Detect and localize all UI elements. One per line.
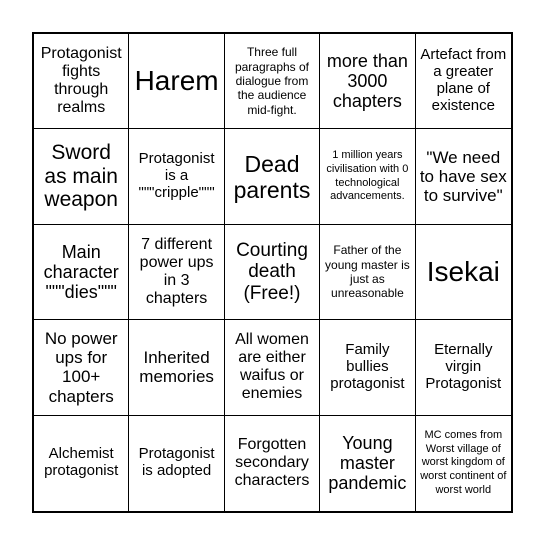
bingo-cell-text: 1 million years civilisation with 0 technological advancements. [326, 149, 409, 203]
bingo-cell-text: Dead parents [233, 150, 311, 203]
bingo-cell[interactable] [320, 34, 415, 129]
bingo-cell[interactable] [34, 34, 129, 129]
bingo-cell-text: 7 different power ups in 3 chapters [139, 235, 214, 308]
bingo-cell-text: Forgotten secondary characters [234, 436, 310, 490]
bingo-cell[interactable] [129, 225, 224, 320]
bingo-cell-text: Alchemist protagonist [44, 445, 119, 480]
bingo-cell-text: more than 3000 chapters [326, 50, 408, 112]
bingo-cell[interactable] [34, 320, 129, 415]
bingo-cell-text: "We need to have sex to survive" [419, 147, 507, 206]
bingo-cell-text: Eternally virgin Protagonist [425, 340, 502, 392]
bingo-cell-text: Main character """dies""" [43, 241, 119, 303]
bingo-cell[interactable] [320, 416, 415, 511]
bingo-cell[interactable] [225, 320, 320, 415]
bingo-cell-text: Family bullies protagonist [330, 340, 405, 392]
bingo-board [32, 32, 513, 513]
bingo-cell[interactable] [320, 129, 415, 224]
bingo-cell[interactable] [225, 34, 320, 129]
bingo-cell[interactable] [320, 225, 415, 320]
bingo-cell[interactable] [416, 34, 511, 129]
bingo-cell[interactable] [416, 320, 511, 415]
bingo-cell-text: All women are either waifus or enemies [235, 331, 309, 403]
bingo-cell-text: Protagonist fights through realms [40, 45, 122, 117]
bingo-cell-text: MC comes from Worst village of worst kingdom of worst continent of worst world [420, 428, 507, 496]
bingo-cell[interactable] [416, 225, 511, 320]
bingo-cell-text: Courting death (Free!) [236, 239, 308, 304]
bingo-cell[interactable] [129, 129, 224, 224]
bingo-cell-text: Young master pandemic [328, 432, 407, 494]
bingo-cell-text: Inherited memories [139, 348, 214, 387]
bingo-cell[interactable] [416, 416, 511, 511]
bingo-cell[interactable] [34, 416, 129, 511]
free-space-cell[interactable] [225, 225, 320, 320]
bingo-cell[interactable] [225, 129, 320, 224]
bingo-cell-text: No power ups for 100+ chapters [44, 328, 118, 406]
bingo-cell-text: Father of the young master is just as unreasonable [325, 243, 410, 301]
bingo-cell[interactable] [34, 225, 129, 320]
bingo-cell-text: Protagonist is a """cripple""" [138, 150, 215, 202]
bingo-cell-text: Artefact from a greater plane of existence [420, 46, 507, 115]
bingo-cell[interactable] [416, 129, 511, 224]
bingo-cell-text: Three full paragraphs of dialogue from the audience mid-fight. [234, 45, 310, 117]
bingo-cell[interactable] [129, 320, 224, 415]
bingo-cell-text: Protagonist is adopted [138, 445, 215, 480]
bingo-cell[interactable] [129, 34, 224, 129]
bingo-cell[interactable] [129, 416, 224, 511]
bingo-cell-text: Harem [134, 65, 219, 97]
bingo-cell[interactable] [225, 416, 320, 511]
bingo-cell-text: Isekai [426, 256, 500, 288]
bingo-cell[interactable] [34, 129, 129, 224]
bingo-cell-text: Sword as main weapon [44, 141, 118, 212]
bingo-cell[interactable] [320, 320, 415, 415]
